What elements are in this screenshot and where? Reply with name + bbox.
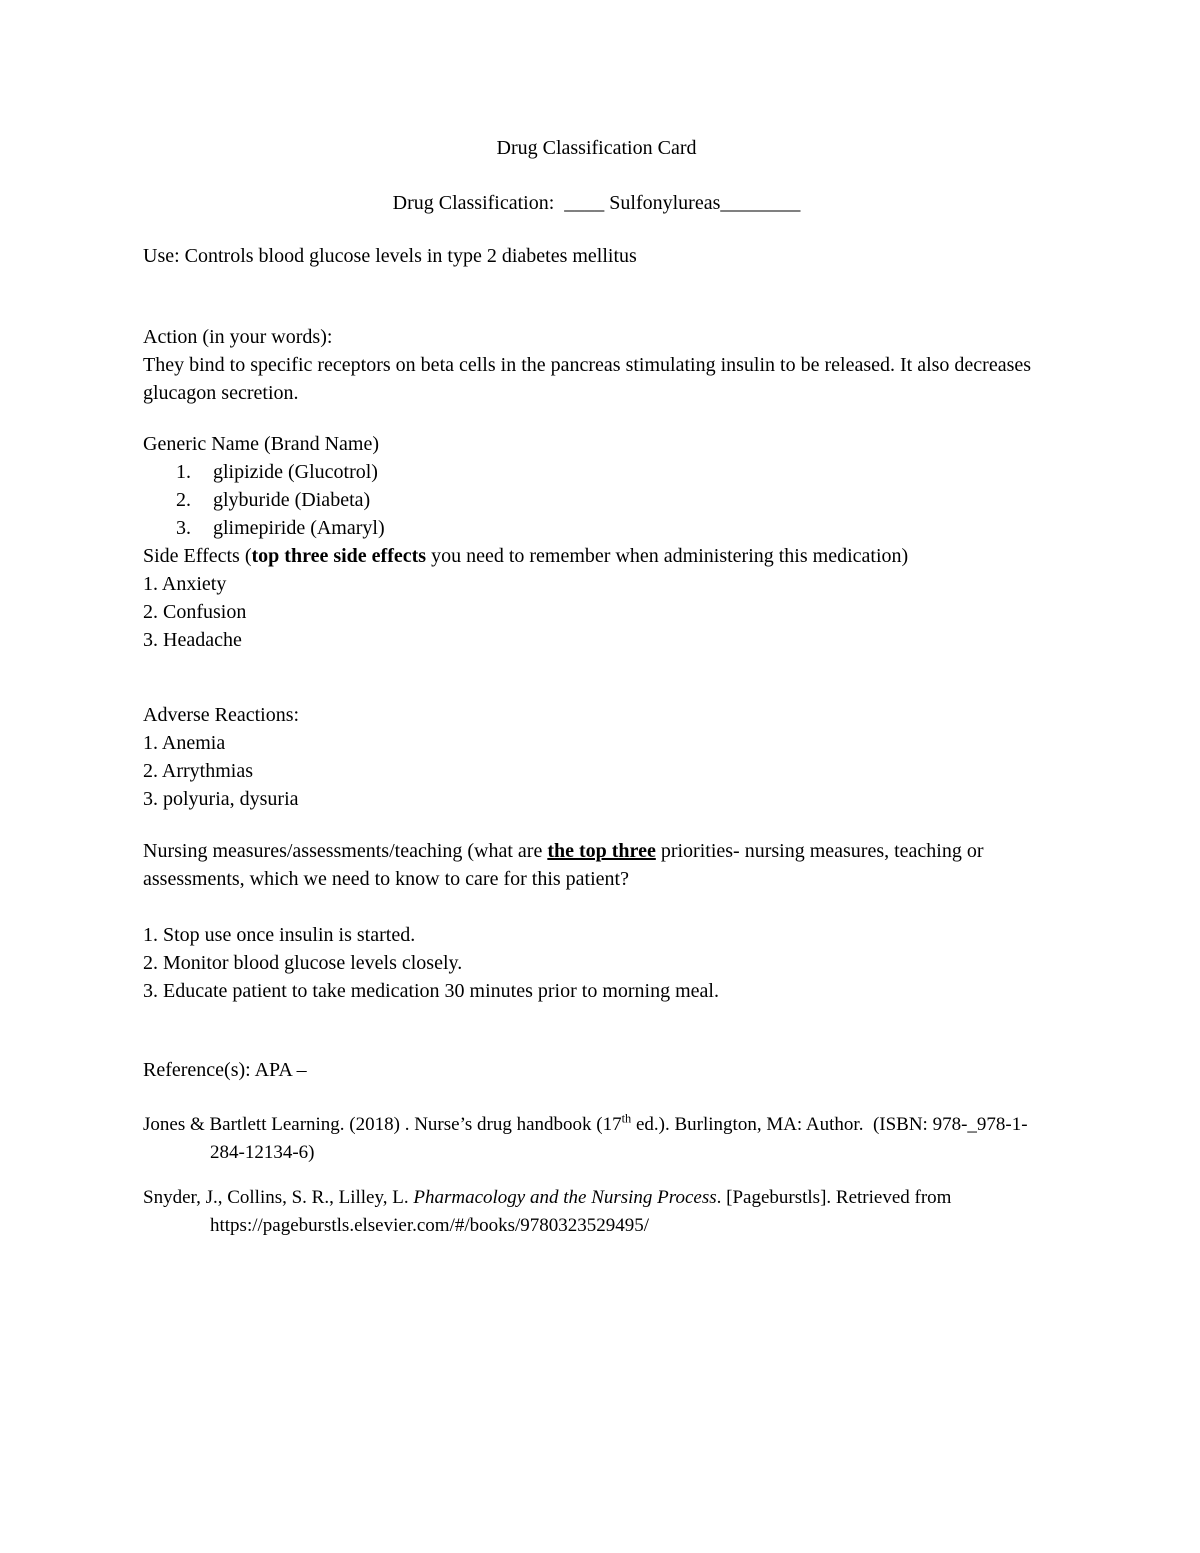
nursing-list <box>143 921 1050 1005</box>
action-heading <box>143 323 1050 351</box>
references-heading <box>143 1056 1050 1084</box>
action-heading-text: Action (in your words): <box>143 326 333 348</box>
adverse-reactions-heading-text: Adverse Reactions: <box>143 704 300 726</box>
list-item-number: 1. <box>176 461 191 483</box>
generic-name-list <box>143 458 1050 542</box>
list-item-text: 1. Anemia <box>143 732 226 754</box>
side-effects-list <box>143 570 1050 654</box>
list-item <box>143 949 1050 977</box>
list-item-text: 2. Arrythmias <box>143 760 253 782</box>
page-title <box>143 134 1050 162</box>
nursing-emphasis-text: the top three <box>547 840 656 862</box>
list-item-text: 1. Stop use once insulin is started. <box>143 924 416 946</box>
list-item-number: 2. <box>176 489 191 511</box>
list-item <box>143 977 1050 1005</box>
list-item-text: 2. Confusion <box>143 601 247 623</box>
list-item <box>143 626 1050 654</box>
references-heading-text: Reference(s): APA – <box>143 1059 307 1081</box>
reference-superscript: th <box>621 1111 632 1126</box>
list-item <box>143 458 1050 486</box>
references-list <box>143 1111 1050 1240</box>
list-item <box>143 514 1050 542</box>
list-item <box>143 598 1050 626</box>
page-title-text: Drug Classification Card <box>496 137 697 159</box>
list-item <box>143 785 1050 813</box>
reference-text: . [Pageburstls]. Retrieved from https://pageburstls.elsevier.com/#/books/9780323529495/ <box>210 1187 957 1236</box>
reference-text: Jones & Bartlett Learning. (2018) . Nurse’s drug handbook (17 <box>143 1114 622 1135</box>
reference-entry <box>143 1184 1050 1240</box>
classification-text: Drug Classification: ____ Sulfonylureas________ <box>392 192 801 214</box>
nursing-suffix: priorities- nursing measures, teaching or assessments, which we need to know to care for this patient? <box>143 840 989 890</box>
reference-text: ed.). Burlington, MA: Author. (ISBN: 978-_978-1-284-12134-6) <box>210 1114 1028 1163</box>
nursing-heading <box>143 837 1050 893</box>
list-item <box>143 757 1050 785</box>
side-effects-heading <box>143 542 1050 570</box>
list-item <box>143 729 1050 757</box>
list-item-label: glimepiride (Amaryl) <box>213 517 385 539</box>
use-line <box>143 242 1050 270</box>
use-text: Use: Controls blood glucose levels in type 2 diabetes mellitus <box>143 245 637 267</box>
side-effects-suffix: you need to remember when administering this medication) <box>426 545 909 567</box>
reference-italic-title: Pharmacology and the Nursing Process <box>413 1187 717 1208</box>
list-item-number: 3. <box>176 517 191 539</box>
side-effects-prefix: Side Effects ( <box>143 545 252 567</box>
nursing-prefix: Nursing measures/assessments/teaching (what are <box>143 840 548 862</box>
generic-name-heading <box>143 430 1050 458</box>
list-item-text: 2. Monitor blood glucose levels closely. <box>143 952 463 974</box>
adverse-reactions-heading <box>143 701 1050 729</box>
reference-entry <box>143 1111 1050 1167</box>
list-item <box>143 486 1050 514</box>
action-body-text: They bind to specific receptors on beta cells in the pancreas stimulating insulin to be released. It also decreases glucagon secretion. <box>143 354 1037 404</box>
list-item <box>143 921 1050 949</box>
action-body <box>143 351 1050 407</box>
classification-line <box>143 189 1050 217</box>
reference-text: Snyder, J., Collins, S. R., Lilley, L. <box>143 1187 414 1208</box>
list-item-label: glyburide (Diabeta) <box>213 489 371 511</box>
generic-name-heading-text: Generic Name (Brand Name) <box>143 433 379 455</box>
list-item-text: 1. Anxiety <box>143 573 227 595</box>
list-item <box>143 570 1050 598</box>
adverse-reactions-list <box>143 729 1050 813</box>
list-item-text: 3. Educate patient to take medication 30 minutes prior to morning meal. <box>143 980 719 1002</box>
list-item-text: 3. polyuria, dysuria <box>143 788 299 810</box>
side-effects-bold-text: top three side effects <box>251 545 427 567</box>
list-item-text: 3. Headache <box>143 629 242 651</box>
list-item-label: glipizide (Glucotrol) <box>213 461 378 483</box>
